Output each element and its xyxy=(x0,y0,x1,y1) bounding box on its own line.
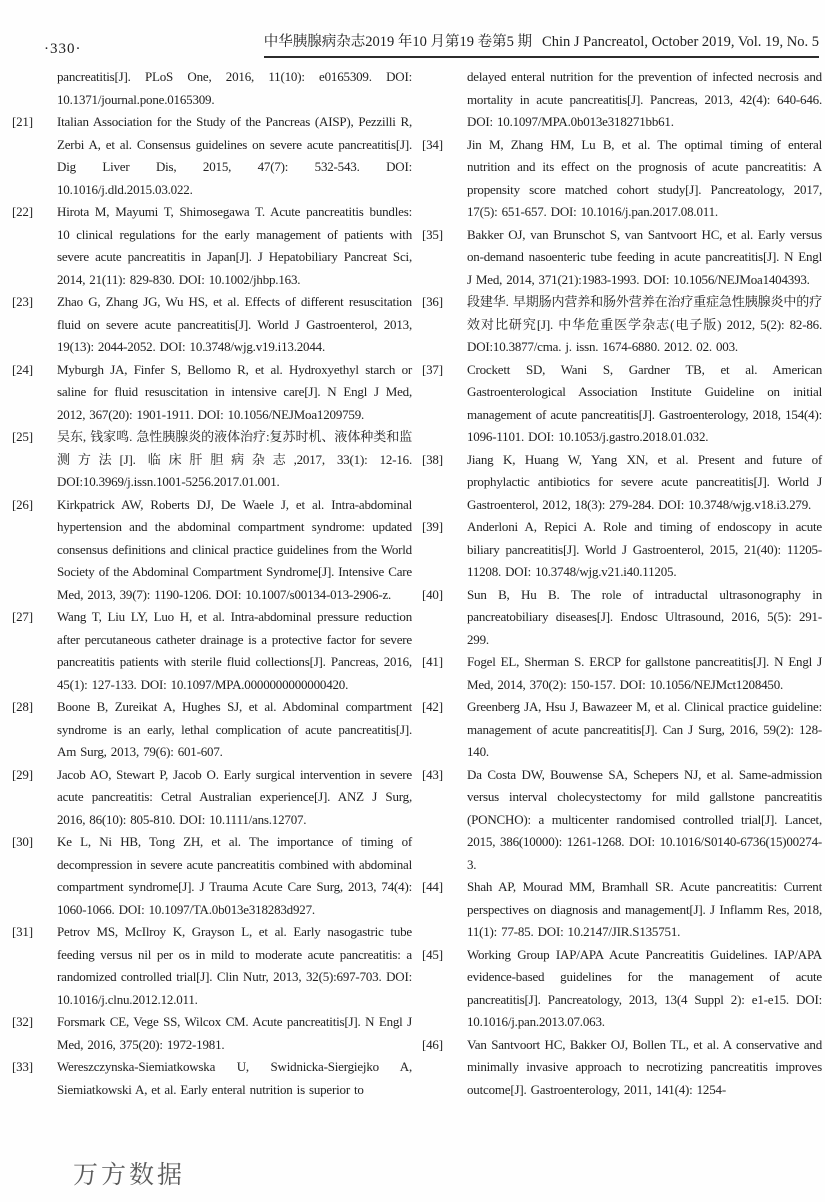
reference-item xyxy=(12,66,412,111)
reference-item xyxy=(422,134,822,224)
reference-item xyxy=(12,359,412,427)
reference-number: [45] xyxy=(422,946,443,962)
reference-number xyxy=(422,66,467,134)
reference-item xyxy=(422,696,822,764)
reference-number: [34] xyxy=(422,136,443,152)
reference-item xyxy=(12,201,412,291)
reference-columns xyxy=(0,58,825,1101)
reference-item xyxy=(12,606,412,696)
reference-text: Wang T, Liu LY, Luo H, et al. Intra-abdominal pressure reduction after percutaneous catheter drainage is a protective factor for severe pancreatitis patients with sterile fluid collections[J]. Pancreas, 2016, 45(1): 127-133. DOI: 10.1097/MPA.0000000000000420. xyxy=(57,609,412,692)
watermark: 万方数据 xyxy=(73,1162,186,1189)
reference-number xyxy=(12,66,57,111)
reference-item xyxy=(12,494,412,607)
reference-number: [35] xyxy=(422,226,443,242)
reference-number: [36] xyxy=(422,294,443,309)
reference-text: Italian Association for the Study of the Pancreas (AISP), Pezzilli R, Zerbi A, et al. Consensus guidelines on severe acute pancreatitis[J]. Dig Liver Dis, 2015, 47(7): 532-543. DOI: 10.1016/j.dld.2015.03.022. xyxy=(57,114,412,197)
reference-text: Hirota M, Mayumi T, Shimosegawa T. Acute pancreatitis bundles: 10 clinical regulations for the early management of patients with severe acute pancreatitis in Japan[J]. J Hepatobiliary Pancreat Sci, 2014, 21(11): 829-830. DOI: 10.1002/jhbp.163. xyxy=(57,204,412,287)
reference-item xyxy=(422,66,822,134)
reference-number: [23] xyxy=(12,294,33,309)
reference-number: [22] xyxy=(12,204,33,219)
reference-item xyxy=(422,224,822,292)
reference-number: [42] xyxy=(422,699,443,714)
reference-number: [25] xyxy=(12,429,33,444)
reference-text: Fogel EL, Sherman S. ERCP for gallstone pancreatitis[J]. N Engl J Med, 2014, 370(2): 150-157. DOI: 10.1056/NEJMct1208450. xyxy=(467,654,822,692)
reference-number: [26] xyxy=(12,496,33,512)
reference-text: Boone B, Zureikat A, Hughes SJ, et al. Abdominal compartment syndrome is an early, lethal complication of acute pancreatitis[J]. Am Surg, 2013, 79(6): 601-607. xyxy=(57,699,412,759)
reference-item xyxy=(422,584,822,652)
reference-number: [40] xyxy=(422,586,443,602)
reference-item xyxy=(12,831,412,921)
journal-title xyxy=(264,30,819,58)
reference-number: [41] xyxy=(422,654,443,669)
reference-text: Greenberg JA, Hsu J, Bawazeer M, et al. Clinical practice guideline: management of acute pancreatitis[J]. Can J Surg, 2016, 59(2): 128-140. xyxy=(467,699,822,759)
reference-text: Crockett SD, Wani S, Gardner TB, et al. American Gastroenterological Association Institute Guideline on initial management of acute pancreatitis[J]. Gastroenterology, 2018, 154(4): 1096-1101. DOI: 10.1053/j.gastro.2018.01.032. xyxy=(467,361,822,444)
reference-item xyxy=(12,764,412,832)
reference-number: [21] xyxy=(12,114,33,129)
reference-number: [24] xyxy=(12,361,33,377)
reference-text: Kirkpatrick AW, Roberts DJ, De Waele J, et al. Intra-abdominal hypertension and the abdominal compartment syndrome: updated consensus definitions and clinical practice guidelines from the World Society of the Abdominal Compartment Syndrome[J]. Intensive Care Med, 2013, 39(7): 1190-1206. DOI: 10.1007/s00134-013-2906-z. xyxy=(57,496,412,602)
reference-item xyxy=(12,111,412,201)
reference-number: [37] xyxy=(422,361,443,377)
reference-text: Van Santvoort HC, Bakker OJ, Bollen TL, et al. A conservative and minimally invasive approach to necrotizing pancreatitis improves outcome[J]. Gastroenterology, 2011, 141(4): 1254- xyxy=(467,1036,822,1097)
reference-item xyxy=(422,764,822,877)
reference-text: Wereszczynska-Siemiatkowska U, Swidnicka-Siergiejko A, Siemiatkowski A, et al. Early enteral nutrition is superior to xyxy=(57,1059,412,1097)
reference-item xyxy=(422,651,822,696)
reference-text: Shah AP, Mourad MM, Bramhall SR. Acute pancreatitis: Current perspectives on diagnosis and management[J]. J Inflamm Res, 2018, 11(1): 77-85. DOI: 10.2147/JIR.S135751. xyxy=(467,879,822,939)
reference-item xyxy=(422,944,822,1034)
reference-number: [31] xyxy=(12,924,33,939)
reference-text: Working Group IAP/APA Acute Pancreatitis Guidelines. IAP/APA evidence-based guidelines for the management of acute pancreatitis[J]. Pancreatology, 2013, 13(4 Suppl 2): e1-e15. DOI: 10.1016/j.pan.2013.07.063. xyxy=(467,946,822,1029)
reference-number: [27] xyxy=(12,609,33,624)
reference-number: [38] xyxy=(422,451,443,467)
reference-item xyxy=(12,1011,412,1056)
references-right-column xyxy=(422,66,822,1101)
reference-text: Anderloni A, Repici A. Role and timing of endoscopy in acute biliary pancreatitis[J]. World J Gastroenterol, 2015, 21(40): 11205-11208. DOI: 10.3748/wjg.v21.i40.11205. xyxy=(467,519,822,579)
reference-text: Forsmark CE, Vege SS, Wilcox CM. Acute pancreatitis[J]. N Engl J Med, 2016, 375(20): 1972-1981. xyxy=(57,1014,412,1052)
reference-item xyxy=(12,426,412,494)
reference-text: Jiang K, Huang W, Yang XN, et al. Present and future of prophylactic antibiotics for severe acute pancreatitis[J]. World J Gastroenterol, 2012, 18(3): 279-284. DOI: 10.3748/wjg.v18.i3.279. xyxy=(467,451,822,512)
reference-number: [30] xyxy=(12,834,33,849)
reference-text: Petrov MS, McIlroy K, Grayson L, et al. Early nasogastric tube feeding versus nil per os in mild to moderate acute pancreatitis: a randomized controlled trial[J]. Clin Nutr, 2013, 32(5):697-703. DOI: 10.1016/j.clnu.2012.12.011. xyxy=(57,924,412,1007)
reference-text: Jin M, Zhang HM, Lu B, et al. The optimal timing of enteral nutrition and its effect on the prognosis of acute pancreatitis: A propensity score matched cohort study[J]. Pancreatology, 2017, 17(5): 651-657. DOI: 10.1016/j.pan.2017.08.011. xyxy=(467,136,822,219)
reference-item xyxy=(422,1034,822,1102)
reference-number: [46] xyxy=(422,1036,443,1052)
reference-number: [44] xyxy=(422,879,443,894)
reference-item xyxy=(12,696,412,764)
reference-text: Zhao G, Zhang JG, Wu HS, et al. Effects of different resuscitation fluid on severe acute pancreatitis[J]. World J Gastroenterol, 2013, 19(13): 2044-2052. DOI: 10.3748/wjg.v19.i13.2044. xyxy=(57,294,412,354)
reference-number: [33] xyxy=(12,1059,33,1074)
reference-text: pancreatitis[J]. PLoS One, 2016, 11(10): e0165309. DOI: 10.1371/journal.pone.0165309. xyxy=(57,69,412,107)
reference-item xyxy=(422,449,822,517)
reference-item xyxy=(422,876,822,944)
references-left-column xyxy=(12,66,412,1101)
reference-text: Ke L, Ni HB, Tong ZH, et al. The importance of timing of decompression in severe acute pancreatitis combined with abdominal compartment syndrome[J]. J Trauma Acute Care Surg, 2013, 74(4): 1060-1066. DOI: 10.1097/TA.0b013e318283d927. xyxy=(57,834,412,917)
page-number: ·330· xyxy=(44,41,82,57)
reference-item xyxy=(12,1056,412,1101)
journal-title-chinese: 中华胰腺病杂志2019 年10 月第19 卷第5 期 xyxy=(263,34,533,50)
reference-number: [32] xyxy=(12,1014,33,1029)
reference-item xyxy=(12,291,412,359)
reference-number: [39] xyxy=(422,519,443,534)
journal-title-english: Chin J Pancreatol, October 2019, Vol. 19, No. 5 xyxy=(542,34,819,50)
reference-number: [28] xyxy=(12,699,33,714)
reference-item xyxy=(422,291,822,359)
reference-number: [43] xyxy=(422,766,443,782)
reference-item xyxy=(422,359,822,449)
reference-item xyxy=(12,921,412,1011)
reference-text: 段建华. 早期肠内营养和肠外营养在治疗重症急性胰腺炎中的疗效对比研究[J]. 中华危重医学杂志(电子版) 2012, 5(2): 82-86. DOI:10.3877/cma. j. issn. 1674-6880. 2012. 02. 003. xyxy=(467,294,822,354)
reference-text: Bakker OJ, van Brunschot S, van Santvoort HC, et al. Early versus on-demand nasoenteric tube feeding in acute pancreatitis[J]. N Engl J Med, 2014, 371(21):1983-1993. DOI: 10.1056/NEJMoa1404393. xyxy=(467,226,822,287)
reference-text: Myburgh JA, Finfer S, Bellomo R, et al. Hydroxyethyl starch or saline for fluid resuscitation in intensive care[J]. N Engl J Med, 2012, 367(20): 1901-1911. DOI: 10.1056/NEJMoa1209759. xyxy=(57,361,412,422)
reference-text: Jacob AO, Stewart P, Jacob O. Early surgical intervention in severe acute pancreatitis: Cetral Australian experience[J]. ANZ J Surg, 2016, 86(10): 805-810. DOI: 10.1111/ans.12707. xyxy=(57,766,412,827)
reference-text: 吴东, 钱家鸣. 急性胰腺炎的液体治疗:复苏时机、液体种类和监测方法[J]. 临床肝胆病杂志,2017, 33(1): 12-16. DOI:10.3969/j.issn.1001-5256.2017.01.001. xyxy=(57,429,412,489)
reference-text: delayed enteral nutrition for the prevention of infected necrosis and mortality in acute pancreatitis[J]. Pancreas, 2013, 42(4): 640-646. DOI: 10.1097/MPA.0b013e318271bb61. xyxy=(467,69,822,129)
reference-number: [29] xyxy=(12,766,33,782)
reference-item xyxy=(422,516,822,584)
reference-text: Da Costa DW, Bouwense SA, Schepers NJ, et al. Same-admission versus interval cholecystectomy for mild gallstone pancreatitis (PONCHO): a multicenter randomised controlled trial[J]. Lancet, 2015, 386(10000): 1261-1268. DOI: 10.1016/S0140-6736(15)00274-3. xyxy=(467,766,822,872)
page-header xyxy=(0,0,825,58)
reference-text: Sun B, Hu B. The role of intraductal ultrasonography in pancreatobiliary diseases[J]. Endosc Ultrasound, 2016, 5(5): 291-299. xyxy=(467,586,822,647)
